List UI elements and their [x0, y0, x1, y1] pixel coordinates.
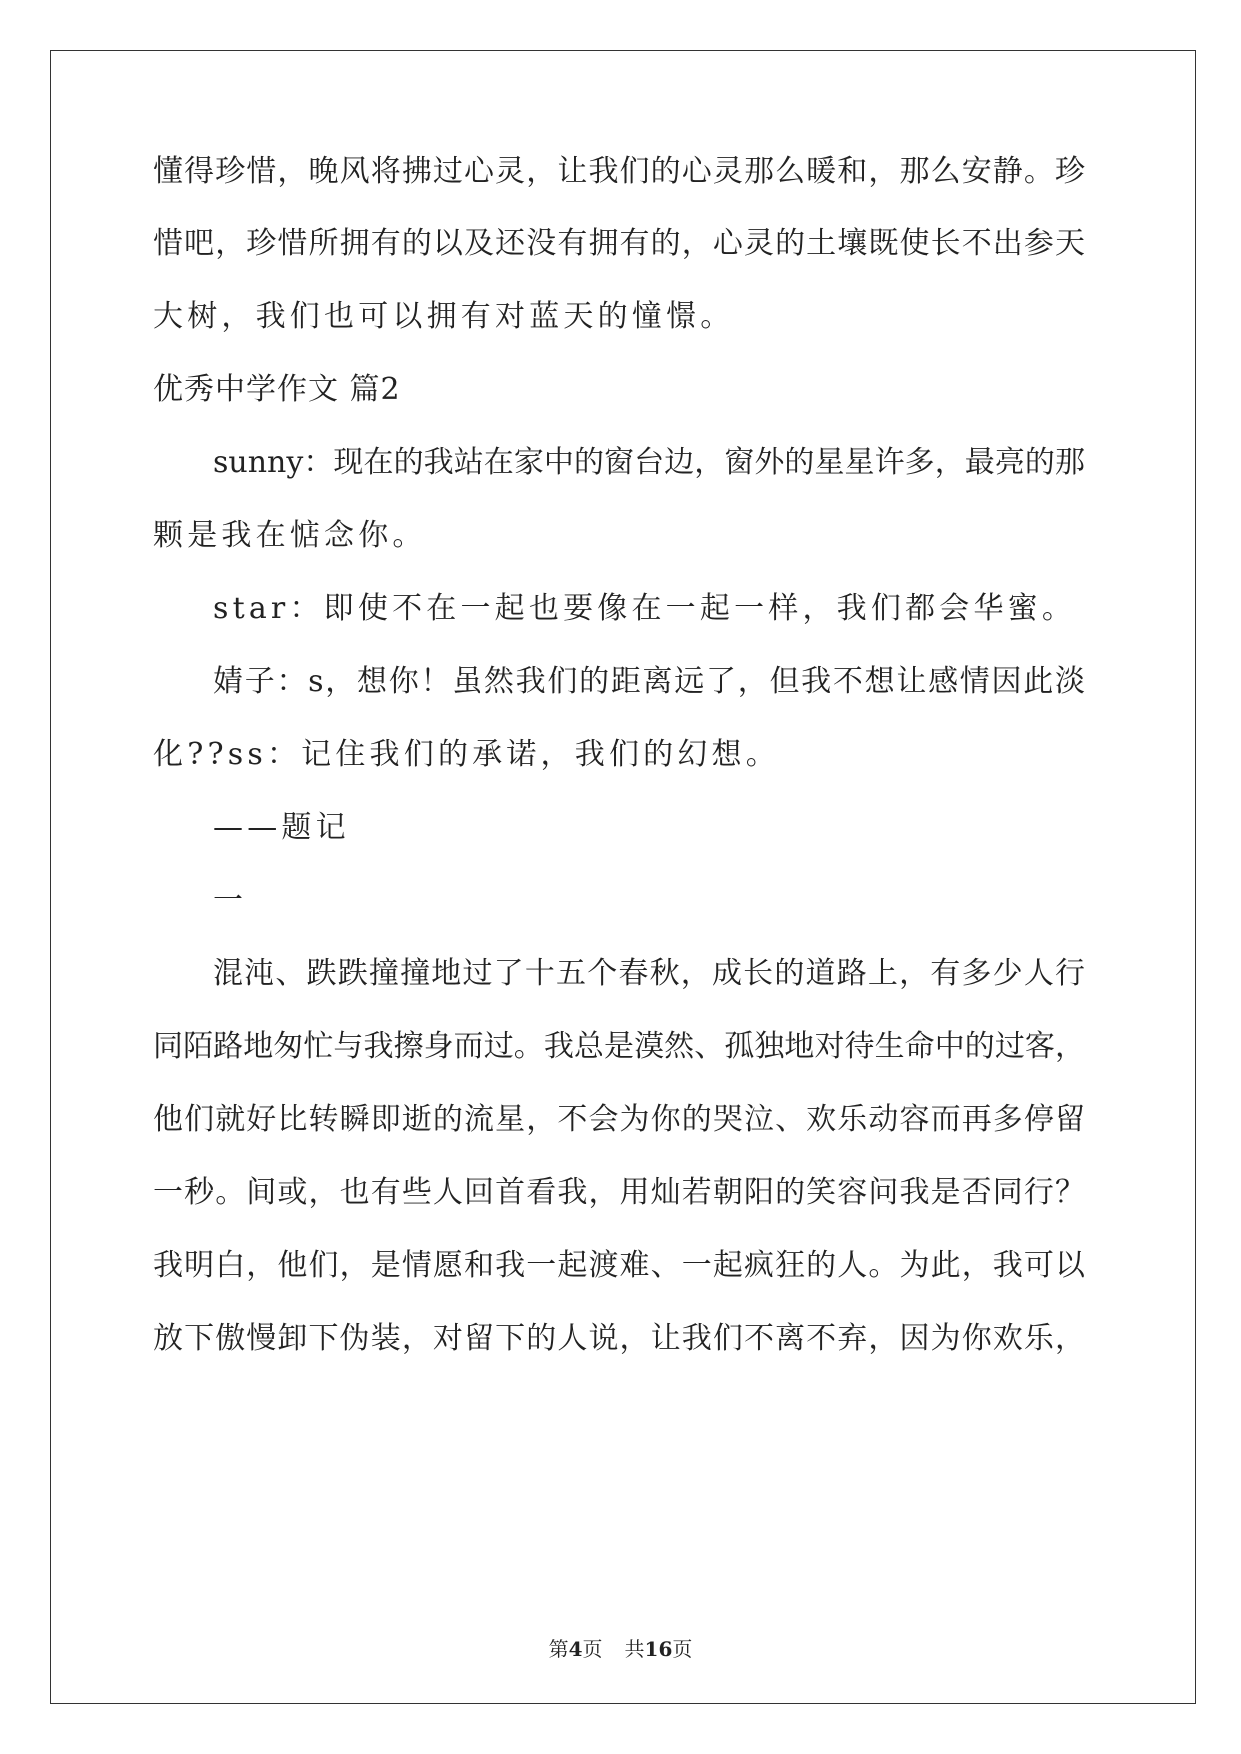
- text-line: 混沌、跌跌撞撞地过了十五个春秋，成长的道路上，有多少人行: [213, 956, 1085, 991]
- text-line: 化??ss：记住我们的承诺，我们的幻想。: [153, 737, 780, 772]
- page-mid: 页: [582, 1637, 603, 1661]
- text-line: 放下傲慢卸下伪装，对留下的人说，让我们不离不弃，因为你欢乐，: [153, 1321, 1085, 1356]
- text-line: 我明白，他们，是情愿和我一起渡难、一起疯狂的人。为此，我可以: [153, 1248, 1085, 1283]
- text-line: 婧子：s，想你！虽然我们的距离远了，但我不想让感情因此淡: [213, 664, 1085, 699]
- text-line: 颗是我在惦念你。: [153, 518, 427, 553]
- total-suffix: 页: [672, 1637, 693, 1661]
- text-line: 同陌路地匆忙与我擦身而过。我总是漠然、孤独地对待生命中的过客，: [153, 1029, 1085, 1064]
- epigraph-attribution: ——题记: [213, 810, 350, 845]
- page-current: 4: [568, 1637, 583, 1661]
- text-line: 懂得珍惜，晚风将拂过心灵，让我们的心灵那么暖和，那么安静。珍: [153, 154, 1085, 189]
- text-line: star：即使不在一起也要像在一起一样，我们都会华蜜。: [213, 591, 1077, 626]
- page-footer: [0, 1637, 1241, 1661]
- page-prefix: 第: [548, 1637, 569, 1661]
- section-number: 一: [213, 883, 248, 918]
- text-line: 大树，我们也可以拥有对蓝天的憧憬。: [153, 299, 735, 334]
- page-total: 16: [644, 1637, 673, 1661]
- total-prefix: 共: [624, 1637, 645, 1661]
- text-line: 他们就好比转瞬即逝的流星，不会为你的哭泣、欢乐动容而再多停留: [153, 1102, 1085, 1137]
- text-line: sunny：现在的我站在家中的窗台边，窗外的星星许多，最亮的那: [213, 445, 1085, 480]
- text-line: 惜吧，珍惜所拥有的以及还没有拥有的，心灵的土壤既使长不出参天: [153, 226, 1085, 261]
- text-line: 一秒。间或，也有些人回首看我，用灿若朝阳的笑容问我是否同行？: [153, 1175, 1085, 1210]
- section-heading: 优秀中学作文 篇2: [153, 372, 401, 407]
